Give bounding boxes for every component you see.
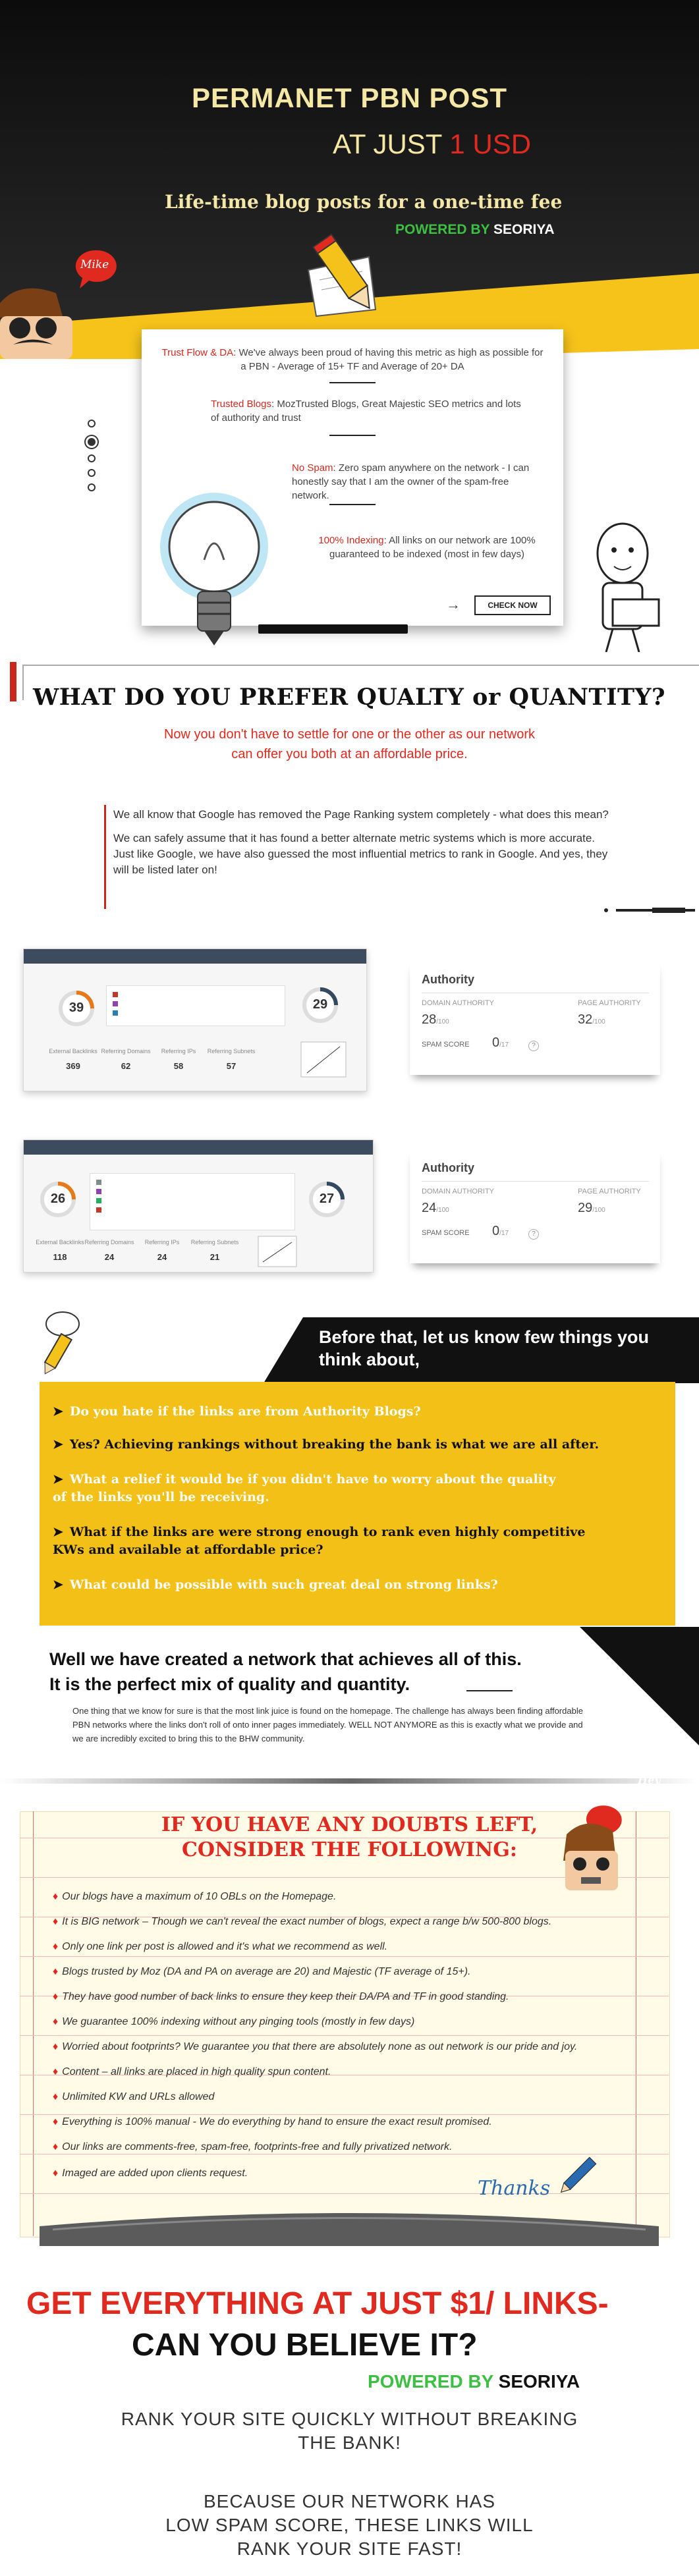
stat-value: 62 — [121, 1061, 131, 1071]
screenshot-nav — [24, 1140, 373, 1155]
arrow-bullet-icon: ➤ — [53, 1404, 63, 1419]
stat-label: Referring Subnets — [207, 1048, 256, 1055]
topic-color — [113, 992, 118, 997]
bubble-text: Mike — [80, 258, 109, 271]
divider — [422, 1181, 649, 1182]
stat-value: 21 — [210, 1252, 220, 1262]
list-item: ♦ We guarantee 100% indexing without any pinging tools (mostly in few days) — [53, 2016, 415, 2027]
stat-value: 369 — [66, 1061, 80, 1071]
pen-icon — [553, 2154, 600, 2200]
citation-flow-value: 27 — [319, 1192, 335, 1206]
slider-dot-4[interactable] — [88, 469, 96, 477]
powered-by-bottom: POWERED BY SEORIYA — [368, 2371, 580, 2392]
feature-trust-flow: Trust Flow & DA: We've always been proud of having this metric as high as possible for a PBN - Average of 15+ TF and Average of 20+ DA — [161, 347, 544, 372]
info-icon[interactable]: ? — [528, 1229, 539, 1240]
hero-tagline: Life-time blog posts for a one-time fee — [165, 191, 563, 213]
spam-text: BECAUSE OUR NETWORK HAS LOW SPAM SCORE, THESE LINKS WILL RANK YOUR SITE FAST! — [165, 2491, 534, 2559]
stat-value: 24 — [157, 1252, 167, 1262]
divider — [329, 435, 376, 436]
question-item: ➤ Yes? Achieving rankings without breaking the bank is what we are all after. — [53, 1437, 600, 1452]
powered-by: POWERED BY SEORIYA — [395, 222, 555, 237]
topical-trust-flow — [90, 1173, 295, 1230]
authority-heading: Authority — [422, 1161, 474, 1174]
list-item: ♦ Unlimited KW and URLs allowed — [53, 2091, 215, 2102]
arrow-bullet-icon: ➤ — [53, 1437, 63, 1452]
pa-value: 32/100 — [578, 1012, 605, 1027]
stat-value: 118 — [53, 1252, 67, 1262]
arrow-bullet-icon: ➤ — [53, 1525, 63, 1539]
consider-title: IF YOU HAVE ANY DOUBTS LEFT, CONSIDER THE FOLLOWING: — [161, 1813, 538, 1861]
stat-value: 24 — [104, 1252, 115, 1262]
pen-divider — [603, 904, 695, 917]
pa-value: 29/100 — [578, 1201, 605, 1215]
topic-color — [96, 1180, 101, 1185]
da-value: 28/100 — [422, 1012, 449, 1027]
spam-score-label: SPAM SCORE — [422, 1229, 470, 1237]
cta-subtitle: CAN YOU BELIEVE IT? — [132, 2328, 478, 2363]
topic-color — [96, 1198, 101, 1203]
topic-color — [113, 1001, 118, 1006]
open-book-base — [40, 2200, 659, 2246]
pa-label: PAGE AUTHORITY — [578, 1188, 641, 1195]
slider-dot-5[interactable] — [88, 483, 96, 491]
character-hey-illustration — [553, 1788, 652, 1894]
stat-value: 58 — [173, 1061, 184, 1071]
slider-dot-3[interactable] — [88, 454, 96, 462]
rank-text: RANK YOUR SITE QUICKLY WITHOUT BREAKING THE BANK! — [121, 2409, 578, 2453]
pa-label: PAGE AUTHORITY — [578, 999, 641, 1007]
light-bulb-icon — [158, 487, 270, 659]
quality-body: We all know that Google has removed the Page Ranking system completely - what does this mean? We can safely assume that it has found a better alternate metric systems which is more accurate. Just like Google, we have also guessed the most influential metrics to rank in Google. And yes, they will be listed later on! — [113, 808, 609, 876]
authority-heading: Authority — [422, 973, 474, 986]
topic-color — [113, 1010, 118, 1016]
list-item: ♦ They have good number of back links to ensure they keep their DA/PA and TF in good standing. — [53, 1991, 509, 2002]
majestic-screenshot-2 — [23, 1139, 374, 1273]
mini-chart — [258, 1236, 297, 1267]
da-label: DOMAIN AUTHORITY — [422, 1188, 495, 1195]
list-item: ♦ Content – all links are placed in high quality spun content. — [53, 2066, 331, 2077]
majestic-screenshot-1 — [23, 948, 367, 1091]
check-now-button[interactable]: CHECK NOW — [474, 595, 551, 615]
thanks-signature: Thanks — [478, 2177, 551, 2200]
feature-indexing: 100% Indexing: All links on our network are 100% guaranteed to be indexed (most in few days) — [318, 535, 536, 560]
topic-color — [96, 1189, 101, 1194]
spam-score-label: SPAM SCORE — [422, 1041, 470, 1049]
stat-label: Referring Domains — [84, 1239, 134, 1246]
stickman-laptop-illustration — [573, 520, 672, 652]
list-item: ♦ It is BIG network – Though we can't reveal the exact number of blogs, expect a range b/w 500-800 blogs. — [53, 1916, 552, 1927]
hero-price: AT JUST 1 USD — [333, 128, 532, 159]
hey-text: Hey — [638, 1774, 661, 1786]
card-base — [258, 624, 408, 634]
list-item: ♦ Our links are comments-free, spam-free, footprints-free and fully privatized network. — [53, 2141, 453, 2152]
spam-score-value: 0/17 — [492, 1224, 509, 1238]
hero-header — [0, 0, 699, 359]
stat-label: Referring IPs — [161, 1048, 196, 1055]
da-value: 24/100 — [422, 1201, 449, 1215]
quality-accent-bar — [104, 805, 106, 909]
section-divider — [0, 1778, 699, 1784]
price-value: 1 USD — [449, 128, 532, 159]
question-item: ➤ What if the links are were strong enough to rank even highly competitive KWs and available at affordable price? — [53, 1525, 586, 1557]
question-item: ➤ What could be possible with such great deal on strong links? — [53, 1577, 498, 1592]
quality-title: WHAT DO YOU PREFER QUALTY or QUANTITY? — [33, 684, 666, 711]
question-item: ➤ What a relief it would be if you didn't have to worry about the quality of the links you'll be receiving. — [53, 1472, 556, 1504]
stat-label: Referring IPs — [144, 1239, 180, 1246]
list-item: ♦ Everything is 100% manual - We do everything by hand to ensure the exact result promised. — [53, 2116, 492, 2127]
trust-flow-value: 39 — [69, 1000, 84, 1015]
screenshot-nav — [24, 949, 366, 964]
info-icon[interactable]: ? — [528, 1041, 539, 1051]
divider — [466, 1690, 513, 1691]
spam-score-value: 0/17 — [492, 1035, 509, 1050]
stat-label: External Backlinks — [36, 1239, 84, 1246]
moz-authority-box-1 — [410, 960, 660, 1075]
da-label: DOMAIN AUTHORITY — [422, 999, 495, 1007]
list-item: ♦ Our blogs have a maximum of 10 OBLs on the Homepage. — [53, 1891, 337, 1902]
stat-label: External Backlinks — [49, 1048, 98, 1055]
list-item: ♦ Imaged are added upon clients request. — [53, 2168, 248, 2179]
ruled-line — [20, 2114, 669, 2115]
mini-chart — [300, 1041, 347, 1078]
citation-flow-value: 29 — [312, 997, 328, 1012]
network-title: Well we have created a network that achieves all of this. It is the perfect mix of quality and quantity. — [49, 1649, 522, 1694]
ruled-line — [20, 2035, 669, 2036]
trust-flow-value: 26 — [50, 1192, 66, 1206]
arrow-bullet-icon: ➤ — [53, 1472, 63, 1487]
arrow-bullet-icon: ➤ — [53, 1577, 63, 1592]
list-item: ♦ Only one link per post is allowed and it's what we recommend as well. — [53, 1941, 388, 1952]
divider — [329, 504, 376, 505]
chef-pencil-illustration — [36, 1307, 82, 1380]
divider — [329, 382, 376, 383]
slider-dot-2[interactable] — [88, 438, 96, 446]
stat-label: Referring Subnets — [190, 1239, 239, 1246]
quality-subtitle: Now you don't have to settle for one or the other as our network can offer you both at an affordable price. — [163, 727, 536, 761]
feature-no-spam: No Spam: Zero spam anywhere on the network - I can honestly say that I am the owner of the spam-free network. — [292, 462, 530, 501]
slider-dot-1[interactable] — [88, 420, 96, 427]
ruled-line — [20, 1956, 669, 1957]
moz-authority-box-2 — [410, 1148, 660, 1263]
feature-trusted-blogs: Trusted Blogs: MozTrusted Blogs, Great Majestic SEO metrics and lots of authority and trust — [211, 398, 521, 424]
list-item: ♦ Worried about footprints? We guarantee you that there are absolutely none as out network is our pride and joy. — [53, 2041, 578, 2052]
pencil-paper-illustration — [296, 231, 395, 323]
hero-title: PERMANET PBN POST — [191, 82, 508, 113]
stat-label: Referring Domains — [101, 1048, 151, 1055]
before-heading: Before that, let us know few things you think about, — [319, 1327, 650, 1369]
cta-title: GET EVERYTHING AT JUST $1/ LINKS- — [26, 2286, 609, 2321]
dark-triangle — [580, 1627, 699, 1745]
arrow-right-icon: → — [446, 596, 461, 613]
list-item: ♦ Blogs trusted by Moz (DA and PA on average are 20) and Majestic (TF average of 15+). — [53, 1966, 471, 1977]
margin-line — [33, 1811, 34, 2236]
stat-value: 57 — [226, 1061, 237, 1071]
topical-trust-flow — [106, 985, 285, 1026]
network-body: One thing that we know for sure is that the most link juice is found on the homepage. The challenge has always been finding affordable PBN networks where the links don't roll of onto inner pages immediately. WELL NOT ANYMORE as this is exactly what we provide and we are incredibly excited to bring this to the BHW community. — [72, 1706, 583, 1743]
question-item: ➤ Do you hate if the links are from Authority Blogs? — [53, 1404, 421, 1419]
topic-color — [96, 1207, 101, 1213]
